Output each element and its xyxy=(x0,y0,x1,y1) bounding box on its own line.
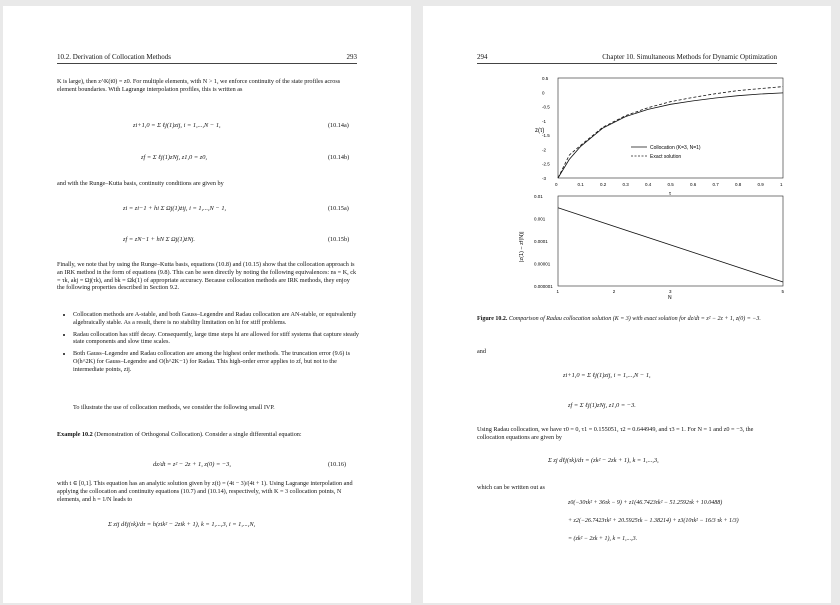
equation-number: (10.14a) xyxy=(328,122,349,129)
x-tick-label: 0.5 xyxy=(667,182,674,187)
collocation-line xyxy=(558,93,783,178)
list-item: • Collocation methods are A-stable, and both Gauss–Legendre and Radau collocation are AN-stable, or equivalently algebraically stable. As a result, there is no stability limitation on hi for stiff problems. xyxy=(73,311,359,327)
caption-label: Figure 10.2. xyxy=(477,316,508,322)
y-tick-label: 0.000001 xyxy=(534,284,553,289)
figure-caption xyxy=(477,316,777,324)
y-tick-label: 0.01 xyxy=(534,194,543,199)
x-tick-label: 0 xyxy=(555,182,558,187)
top-plot-ylabel: z(τ) xyxy=(535,128,545,134)
y-tick-label: -2 xyxy=(542,147,547,153)
equation-radau: Σ zj dℓj(τk)/dτ = (zk² − 2zk + 1), k = 1,...,3, xyxy=(548,457,659,464)
header-title: 10.2. Derivation of Collocation Methods xyxy=(57,53,171,61)
page-number: 294 xyxy=(477,53,488,61)
illustrate-paragraph: To illustrate the use of collocation methods, we consider the following small IVP. xyxy=(73,404,275,411)
y-tick-label: 0.001 xyxy=(534,216,546,222)
properties-list xyxy=(63,311,359,378)
list-item: • Both Gauss–Legendre and Radau collocation are among the highest order methods. The truncation error (9.6) is O(h^2K) for Gauss–Legendre and O(h^2K−1) for Radau. This high-order error applies to zf, but not to the intermediate points, zij. xyxy=(73,350,359,373)
y-tick-label: -3 xyxy=(542,176,547,181)
y-tick-label: 0.0001 xyxy=(534,239,548,244)
equation-expanded-3: = (zk² − 2zk + 1), k = 1,...,3. xyxy=(568,536,638,542)
x-tick-label: 0.2 xyxy=(600,182,607,187)
y-tick-label: -0.5 xyxy=(542,104,550,110)
equation-10-14a: zi+1,0 = Σ ℓj(1)zij, i = 1,...,N − 1, xyxy=(133,122,221,129)
x-tick-label: 0.1 xyxy=(577,182,584,187)
equation-final: zf = Σ ℓj(1)zNj, z1,0 = −3. xyxy=(568,402,636,409)
caption-text: Comparison of Radau collocation solution (K = 3) with exact solution for dz/dt = z² − 2z + 1, z(0) = −3. xyxy=(508,316,761,322)
x-tick-label: 3 xyxy=(669,289,672,294)
equation-number: (10.15a) xyxy=(328,205,349,212)
rk-paragraph: and with the Runge–Kutta basis, continuity conditions are given by xyxy=(57,180,224,187)
y-tick-label: -1 xyxy=(542,118,547,124)
x-tick-label: 0.9 xyxy=(757,182,764,187)
bottom-plot-ylabel: |z(1) − zf(N)| xyxy=(519,231,525,262)
error-line xyxy=(558,208,783,282)
x-tick-label: 0.8 xyxy=(735,182,742,187)
equation-continuity: zi+1,0 = Σ ℓj(1)zij, i = 1,...,N − 1, xyxy=(563,372,651,379)
top-plot-legend xyxy=(631,145,701,160)
equation-expanded-1: z0(−30τk² + 36τk − 9) + z1(46.7423τk² − 51.2592τk + 10.0488) xyxy=(568,500,723,506)
page-number: 293 xyxy=(346,53,357,61)
header-title: Chapter 10. Simultaneous Methods for Dynamic Optimization xyxy=(602,53,777,61)
example-text: (Demonstration of Orthogonal Collocation). Consider a single differential equation: xyxy=(94,431,302,438)
and-text: and xyxy=(477,348,486,355)
exact-solution-line xyxy=(558,87,783,178)
right-page xyxy=(423,6,831,603)
x-tick-label: 1 xyxy=(780,182,783,187)
example-paragraph xyxy=(57,431,357,439)
right-header xyxy=(477,53,777,64)
with-paragraph: with t ∈ [0,1]. This equation has an analytic solution given by z(t) = (4t − 3)/(4t + 1). Using Lagrange interpolation and applying the collocation and continuity equations (10.7) and (10.14), respectively, with K = 3 collocation points, N elements, and h = 1/N leads to xyxy=(57,480,353,503)
y-tick-label: -2.5 xyxy=(542,161,550,167)
x-tick-label: 1 xyxy=(556,289,560,294)
y-tick-label: -1.5 xyxy=(542,133,550,139)
bottom-plot-xlabel: N xyxy=(668,295,672,301)
left-page xyxy=(3,6,411,603)
left-header xyxy=(57,53,357,64)
legend-entry: Collocation (K=3, N=1) xyxy=(650,145,701,151)
list-item: • Radau collocation has stiff decay. Consequently, large time steps hi are allowed for stiff systems that capture steady state components and slow time scales. xyxy=(73,331,359,347)
x-tick-label: 5 xyxy=(781,289,785,294)
x-tick-label: 0.3 xyxy=(622,182,629,187)
top-plot-frame xyxy=(558,78,783,178)
bottom-plot-frame xyxy=(558,196,783,286)
legend-entry: Exact solution xyxy=(650,154,682,160)
x-tick-label: 0.7 xyxy=(712,182,719,187)
radau-paragraph: Using Radau collocation, we have τ0 = 0, τ1 = 0.155051, τ2 = 0.644949, and τ3 = 1. For N = 1 and z0 = −3, the collocation equations are given by xyxy=(477,426,754,441)
written-text: which can be written out as xyxy=(477,484,545,491)
equation-10-15b: zf = zN−1 + hN Σ Ωj(1)żNj. xyxy=(123,236,195,243)
equation-number: (10.16) xyxy=(328,461,347,468)
x-tick-label: 2 xyxy=(612,289,616,294)
x-tick-label: 0.6 xyxy=(690,182,697,187)
equation-number: (10.15b) xyxy=(328,236,350,243)
y-tick-label: 0 xyxy=(542,90,545,96)
example-title: Example 10.2 xyxy=(57,431,93,438)
figure-10-2 xyxy=(423,72,831,312)
equation-10-15a: zi = zi−1 + hi Σ Ωj(1)żij, i = 1,...,N − 1, xyxy=(123,205,227,212)
y-tick-label: 0.5 xyxy=(542,76,549,81)
equation-10-16: dz/dt = z² − 2z + 1, z(0) = −3, xyxy=(153,461,231,468)
x-tick-label: 0.4 xyxy=(645,182,652,187)
equation-10-14b: zf = Σ ℓj(1)zNj, z1,0 = z0, xyxy=(141,154,208,161)
finally-paragraph: Finally, we note that by using the Runge–Kutta basis, equations (10.8) and (10.15) show that the collocation approach is an IRK method in the form of equations (9.8). This can be seen directly by noting the following equivalences: ns = K, ck = τk, akj = Ωj(τk), and bk = Ωk(1) of appropriate accuracy. Because collocation methods are IRK methods, they enjoy the following properties described in Section 9.2. xyxy=(57,261,357,292)
intro-paragraph: K is large), then z^K(t0) = z0. For multiple elements, with N > 1, we enforce continuity of the state profiles across element boundaries. With Lagrange interpolation profiles, this is written as xyxy=(57,78,341,93)
y-tick-label: 0.00001 xyxy=(534,261,551,267)
equation-expanded-2: + z2(−26.7423τk² + 20.5925τk − 1.38214) + z3(10τk² − 16/3 τk + 1/3) xyxy=(568,518,739,524)
top-plot-xlabel: τ xyxy=(669,191,671,197)
equation-number: (10.14b) xyxy=(328,154,350,161)
equation-collocation: Σ zij dℓj(τk)/dτ = h(zik² − 2zik + 1), k = 1,...,3, i = 1,...,N, xyxy=(108,521,256,528)
